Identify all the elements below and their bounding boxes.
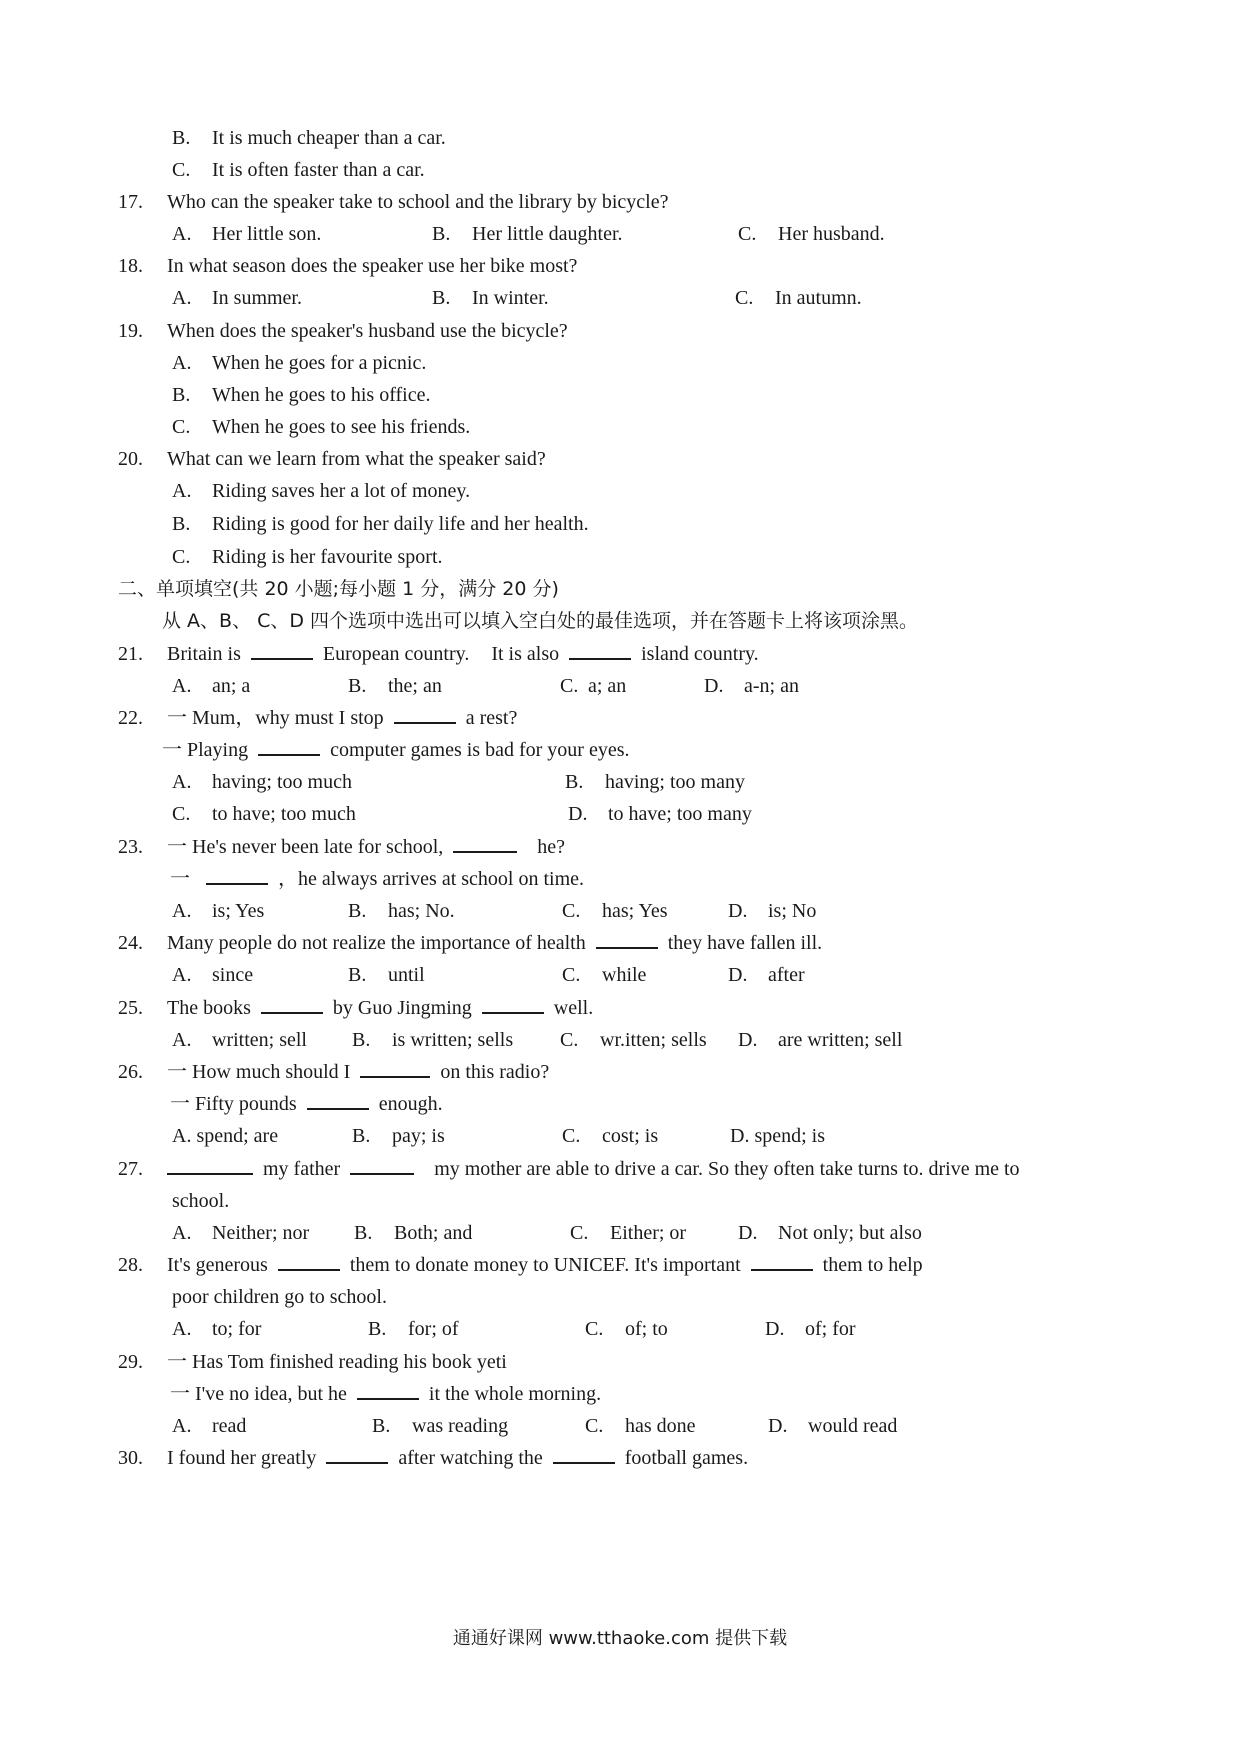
option-label: C.	[172, 546, 191, 568]
option-text: having; too many	[605, 771, 745, 793]
option-text: while	[602, 964, 647, 986]
option-text: pay; is	[392, 1125, 445, 1147]
q18-option-c	[735, 281, 862, 315]
answer-blank	[596, 929, 658, 949]
q28-option-c	[585, 1312, 668, 1346]
option-text: having; too much	[212, 771, 352, 793]
question-number: 26.	[118, 1061, 143, 1083]
section-instruction: 从 A、B、 C、D 四个选项中选出可以填入空白处的最佳选项，并在答题卡上将该项涂黑。	[162, 610, 919, 632]
option-text: has; Yes	[602, 900, 668, 922]
question-text: 一 Mum，why must I stop a rest?	[167, 701, 517, 735]
option-label: B.	[172, 513, 191, 535]
question-text: Many people do not realize the importance of health they have fallen ill.	[167, 926, 822, 960]
q21-option-c	[560, 669, 626, 703]
answer-blank	[278, 1251, 340, 1271]
option-label: D.	[738, 1222, 758, 1244]
option-label: A.	[172, 900, 192, 922]
answer-blank	[326, 1444, 388, 1464]
section-title: 二、单项填空(共 20 小题;每小题 1 分，满分 20 分)	[118, 578, 559, 600]
option-text: cost; is	[602, 1125, 659, 1147]
option-text: after	[768, 964, 805, 986]
option-text: In winter.	[472, 287, 549, 309]
answer-blank	[751, 1251, 813, 1271]
q22-option-d	[568, 797, 752, 831]
option-text: would read	[808, 1415, 898, 1437]
option-text: Neither; nor	[212, 1222, 310, 1244]
question-number: 27.	[118, 1158, 143, 1180]
option-text: an; a	[212, 675, 251, 697]
option-label: B.	[352, 1029, 371, 1051]
question-text: Who can the speaker take to school and the library by bicycle?	[167, 191, 669, 213]
question-number: 17.	[118, 191, 143, 213]
q17-option-b	[432, 217, 623, 251]
option-text: spend; are	[196, 1125, 279, 1147]
option-label: B.	[368, 1318, 387, 1340]
option-text: to; for	[212, 1318, 262, 1340]
option-label: B.	[348, 675, 367, 697]
q27-option-b	[354, 1216, 472, 1250]
option-label: C.	[585, 1415, 604, 1437]
q26-option-c	[562, 1119, 658, 1153]
page-footer: 通通好课网 www.tthaoke.com 提供下载	[452, 1628, 788, 1649]
answer-blank	[206, 865, 268, 885]
q25-option-b	[352, 1023, 513, 1057]
option-label: D.	[728, 964, 748, 986]
answer-blank	[350, 1155, 414, 1175]
option-label: A.	[172, 675, 192, 697]
option-label: B.	[354, 1222, 373, 1244]
option-label: C.	[585, 1318, 604, 1340]
option-label: B.	[432, 223, 451, 245]
question-number: 21.	[118, 643, 143, 665]
question-number: 19.	[118, 320, 143, 342]
question-text: 一 He's never been late for school, he?	[167, 830, 565, 864]
option-label: A.	[172, 1125, 192, 1147]
answer-blank	[553, 1444, 615, 1464]
answer-blank	[394, 704, 456, 724]
q18-option-a	[172, 281, 302, 315]
option-text: Her little daughter.	[472, 223, 623, 245]
q22-option-b	[565, 765, 745, 799]
q24-option-c	[562, 958, 646, 992]
q24-option-a	[172, 958, 253, 992]
answer-blank	[258, 736, 320, 756]
option-text: wr.itten; sells	[600, 1029, 707, 1051]
option-label: A.	[172, 1029, 192, 1051]
option-text: Both; and	[394, 1222, 473, 1244]
question-number: 20.	[118, 448, 143, 470]
question-number: 30.	[118, 1447, 143, 1469]
option-text: spend; is	[754, 1125, 826, 1147]
option-label: B.	[348, 964, 367, 986]
option-label: C.	[562, 1125, 581, 1147]
question-text: 一 ，he always arrives at school on time.	[170, 862, 584, 896]
answer-blank	[357, 1380, 419, 1400]
question-text: What can we learn from what the speaker said?	[167, 448, 546, 470]
question-number: 28.	[118, 1254, 143, 1276]
question-text: 一 Fifty pounds enough.	[170, 1087, 443, 1121]
q28-option-a	[172, 1312, 261, 1346]
answer-blank	[251, 640, 313, 660]
option-text: Not only; but also	[778, 1222, 922, 1244]
q22-option-c	[172, 797, 356, 831]
question-text: It's generous them to donate money to UNICEF. It's important them to help	[167, 1248, 923, 1282]
option-label: A.	[172, 1415, 192, 1437]
q27-option-a	[172, 1216, 309, 1250]
q29-option-b	[372, 1409, 508, 1443]
q21-option-d	[704, 669, 799, 703]
option-text: Her little son.	[212, 223, 322, 245]
option-text: Either; or	[610, 1222, 687, 1244]
q24-option-d	[728, 958, 805, 992]
option-label: C.	[570, 1222, 589, 1244]
q29-option-a	[172, 1409, 246, 1443]
q18-option-b	[432, 281, 549, 315]
question-number: 29.	[118, 1351, 143, 1373]
option-text: is; No	[768, 900, 817, 922]
option-label: D.	[728, 900, 748, 922]
option-text: Her husband.	[778, 223, 885, 245]
q21-option-b	[348, 669, 442, 703]
option-text: In autumn.	[775, 287, 862, 309]
option-label: D.	[704, 675, 724, 697]
question-text: The books by Guo Jingming well.	[167, 991, 593, 1025]
q21-option-a	[172, 669, 250, 703]
q17-option-a	[172, 217, 321, 251]
option-label: B.	[172, 127, 191, 149]
option-label: C.	[172, 803, 191, 825]
option-text: Riding is good for her daily life and her health.	[212, 513, 589, 535]
question-text: In what season does the speaker use her bike most?	[167, 255, 578, 277]
option-label: C.	[172, 159, 191, 181]
option-text: In summer.	[212, 287, 302, 309]
question-text: poor children go to school.	[172, 1286, 387, 1308]
question-text: Britain is European country. It is also island country.	[167, 637, 759, 671]
option-text: was reading	[412, 1415, 509, 1437]
question-text: 一 I've no idea, but he it the whole morning.	[170, 1377, 601, 1411]
answer-blank	[167, 1155, 253, 1175]
option-label: A.	[172, 1222, 192, 1244]
option-text: the; an	[388, 675, 442, 697]
option-label: A.	[172, 480, 192, 502]
option-text: It is often faster than a car.	[212, 159, 425, 181]
q27-option-c	[570, 1216, 686, 1250]
option-label: A.	[172, 771, 192, 793]
q17-option-c	[738, 217, 885, 251]
option-text: read	[212, 1415, 247, 1437]
option-text: When he goes to his office.	[212, 384, 431, 406]
question-number: 24.	[118, 932, 143, 954]
q28-option-d	[765, 1312, 856, 1346]
question-text: 一 Has Tom finished reading his book yeti	[167, 1351, 507, 1373]
q27-option-d	[738, 1216, 922, 1250]
option-label: D.	[730, 1125, 750, 1147]
q26-option-b	[352, 1119, 445, 1153]
option-text: for; of	[408, 1318, 459, 1340]
question-number: 18.	[118, 255, 143, 277]
option-text: When he goes to see his friends.	[212, 416, 471, 438]
option-label: B.	[432, 287, 451, 309]
option-text: written; sell	[212, 1029, 307, 1051]
question-number: 23.	[118, 836, 143, 858]
q23-option-b	[348, 894, 455, 928]
option-text: a; an	[588, 675, 627, 697]
option-text: of; for	[805, 1318, 856, 1340]
option-text: It is much cheaper than a car.	[212, 127, 446, 149]
option-text: until	[388, 964, 425, 986]
option-label: C.	[560, 675, 579, 697]
q23-option-d	[728, 894, 816, 928]
option-label: A.	[172, 287, 192, 309]
option-label: A.	[172, 1318, 192, 1340]
option-label: B.	[565, 771, 584, 793]
option-text: since	[212, 964, 254, 986]
answer-blank	[261, 994, 323, 1014]
option-label: B.	[348, 900, 367, 922]
option-text: to have; too much	[212, 803, 356, 825]
option-label: B.	[172, 384, 191, 406]
answer-blank	[569, 640, 631, 660]
question-text: I found her greatly after watching the football games.	[167, 1441, 748, 1475]
question-text: my father my mother are able to drive a car. So they often take turns to. drive me to	[167, 1152, 1020, 1186]
option-text: has done	[625, 1415, 696, 1437]
option-label: D.	[768, 1415, 788, 1437]
option-label: B.	[372, 1415, 391, 1437]
option-label: C.	[560, 1029, 579, 1051]
option-label: D.	[738, 1029, 758, 1051]
q26-option-a	[172, 1119, 278, 1153]
option-text: Riding saves her a lot of money.	[212, 480, 471, 502]
option-text: to have; too many	[608, 803, 752, 825]
option-label: C.	[562, 900, 581, 922]
option-label: D.	[765, 1318, 785, 1340]
answer-blank	[307, 1090, 369, 1110]
q29-option-c	[585, 1409, 696, 1443]
question-number: 25.	[118, 997, 143, 1019]
option-text: Riding is her favourite sport.	[212, 546, 443, 568]
option-text: a-n; an	[744, 675, 799, 697]
option-label: A.	[172, 352, 192, 374]
option-text: of; to	[625, 1318, 668, 1340]
option-text: are written; sell	[778, 1029, 903, 1051]
option-label: D.	[568, 803, 588, 825]
q24-option-b	[348, 958, 425, 992]
q23-option-c	[562, 894, 668, 928]
option-text: When he goes for a picnic.	[212, 352, 427, 374]
question-text: 一 How much should I on this radio?	[167, 1055, 549, 1089]
option-label: C.	[172, 416, 191, 438]
option-label: C.	[562, 964, 581, 986]
option-text: is written; sells	[392, 1029, 514, 1051]
q23-option-a	[172, 894, 264, 928]
q22-option-a	[172, 765, 352, 799]
q25-option-d	[738, 1023, 902, 1057]
q26-option-d	[730, 1119, 825, 1153]
option-label: C.	[738, 223, 757, 245]
answer-blank	[360, 1058, 430, 1078]
option-label: A.	[172, 964, 192, 986]
option-text: has; No.	[388, 900, 455, 922]
question-text: 一 Playing computer games is bad for your eyes.	[162, 733, 629, 767]
option-label: C.	[735, 287, 754, 309]
option-label: B.	[352, 1125, 371, 1147]
option-text: is; Yes	[212, 900, 265, 922]
question-text: school.	[172, 1190, 230, 1212]
question-number: 22.	[118, 707, 143, 729]
answer-blank	[482, 994, 544, 1014]
question-text: When does the speaker's husband use the bicycle?	[167, 320, 568, 342]
q29-option-d	[768, 1409, 897, 1443]
q28-option-b	[368, 1312, 459, 1346]
q25-option-c	[560, 1023, 707, 1057]
answer-blank	[453, 833, 517, 853]
option-label: A.	[172, 223, 192, 245]
q25-option-a	[172, 1023, 307, 1057]
